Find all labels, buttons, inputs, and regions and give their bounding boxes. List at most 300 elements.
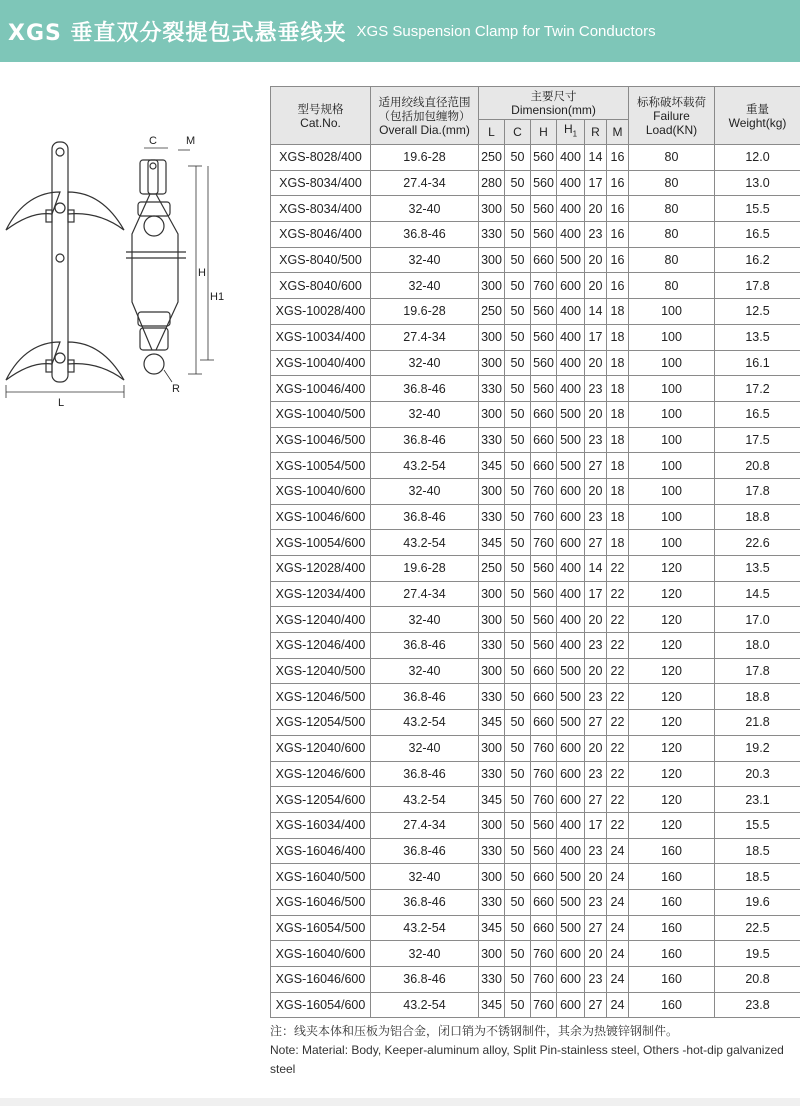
cell-dim-m: 18	[607, 530, 629, 556]
bottom-rule	[0, 1098, 800, 1106]
cell-failure-load: 120	[629, 581, 715, 607]
cell-cat-no: XGS-8034/400	[271, 170, 371, 196]
cell-overall-dia: 32-40	[371, 607, 479, 633]
cell-overall-dia: 43.2-54	[371, 453, 479, 479]
cell-dim-h: 560	[531, 145, 557, 171]
cell-dim-h: 660	[531, 864, 557, 890]
cell-dim-r: 23	[585, 222, 607, 248]
cell-weight: 20.3	[715, 761, 800, 787]
cell-overall-dia: 43.2-54	[371, 710, 479, 736]
cell-dim-l: 300	[479, 812, 505, 838]
cell-dim-h1: 600	[557, 478, 585, 504]
header-load: 标称破坏载荷 Failure Load(KN)	[629, 87, 715, 145]
table-row	[271, 556, 800, 582]
cell-weight: 17.8	[715, 658, 800, 684]
cell-dim-h1: 500	[557, 453, 585, 479]
cell-dim-c: 50	[505, 967, 531, 993]
cell-weight: 15.5	[715, 196, 800, 222]
cell-dim-m: 16	[607, 222, 629, 248]
cell-dim-l: 300	[479, 607, 505, 633]
table-row	[271, 992, 800, 1018]
cell-dim-c: 50	[505, 324, 531, 350]
cell-dim-l: 330	[479, 684, 505, 710]
cell-dim-h1: 600	[557, 941, 585, 967]
cell-cat-no: XGS-8034/400	[271, 196, 371, 222]
cell-dim-l: 250	[479, 556, 505, 582]
cell-cat-no: XGS-10054/500	[271, 453, 371, 479]
cell-dim-l: 345	[479, 915, 505, 941]
cell-weight: 17.5	[715, 427, 800, 453]
cell-dim-h1: 600	[557, 504, 585, 530]
cell-dim-m: 22	[607, 761, 629, 787]
cell-failure-load: 120	[629, 684, 715, 710]
cell-failure-load: 100	[629, 350, 715, 376]
cell-dim-m: 18	[607, 350, 629, 376]
cell-dim-m: 18	[607, 427, 629, 453]
cell-dim-l: 300	[479, 941, 505, 967]
cell-overall-dia: 43.2-54	[371, 787, 479, 813]
cell-failure-load: 120	[629, 710, 715, 736]
cell-cat-no: XGS-8040/600	[271, 273, 371, 299]
cell-overall-dia: 36.8-46	[371, 761, 479, 787]
cell-cat-no: XGS-8028/400	[271, 145, 371, 171]
cell-dim-c: 50	[505, 735, 531, 761]
cell-dim-h1: 500	[557, 915, 585, 941]
cell-dim-h1: 500	[557, 889, 585, 915]
cell-cat-no: XGS-12040/400	[271, 607, 371, 633]
cell-dim-c: 50	[505, 504, 531, 530]
cell-dim-h: 760	[531, 530, 557, 556]
dim-label-m: M	[186, 135, 196, 147]
cell-dim-h: 760	[531, 787, 557, 813]
cell-dim-r: 23	[585, 761, 607, 787]
cell-overall-dia: 36.8-46	[371, 889, 479, 915]
cell-dim-r: 27	[585, 915, 607, 941]
cell-dim-c: 50	[505, 581, 531, 607]
table-row	[271, 658, 800, 684]
cell-dim-h1: 400	[557, 581, 585, 607]
cell-cat-no: XGS-16040/600	[271, 941, 371, 967]
cell-dim-l: 345	[479, 710, 505, 736]
cell-dim-l: 330	[479, 761, 505, 787]
cell-overall-dia: 32-40	[371, 247, 479, 273]
cell-overall-dia: 32-40	[371, 273, 479, 299]
cell-dim-l: 345	[479, 453, 505, 479]
cell-overall-dia: 32-40	[371, 735, 479, 761]
cell-dim-h: 760	[531, 273, 557, 299]
cell-dim-c: 50	[505, 915, 531, 941]
cell-weight: 20.8	[715, 453, 800, 479]
cell-dim-c: 50	[505, 222, 531, 248]
cell-dim-m: 18	[607, 504, 629, 530]
cell-dim-m: 24	[607, 915, 629, 941]
cell-dim-c: 50	[505, 838, 531, 864]
cell-dim-l: 345	[479, 530, 505, 556]
cell-dim-h: 760	[531, 967, 557, 993]
cell-failure-load: 160	[629, 889, 715, 915]
cell-dim-h1: 500	[557, 247, 585, 273]
cell-dim-h1: 400	[557, 607, 585, 633]
header-sub-c: C	[505, 120, 531, 145]
cell-dim-l: 330	[479, 504, 505, 530]
cell-dim-l: 300	[479, 401, 505, 427]
side-view	[6, 142, 124, 398]
table-row	[271, 530, 800, 556]
cell-dim-c: 50	[505, 607, 531, 633]
cell-dim-l: 300	[479, 478, 505, 504]
cell-cat-no: XGS-10046/400	[271, 376, 371, 402]
cell-dim-h: 760	[531, 992, 557, 1018]
cell-dim-m: 24	[607, 941, 629, 967]
cell-failure-load: 80	[629, 273, 715, 299]
cell-cat-no: XGS-16046/400	[271, 838, 371, 864]
cell-weight: 16.5	[715, 401, 800, 427]
cell-dim-m: 24	[607, 992, 629, 1018]
cell-cat-no: XGS-12054/600	[271, 787, 371, 813]
cell-failure-load: 80	[629, 170, 715, 196]
cell-dim-r: 20	[585, 658, 607, 684]
cell-cat-no: XGS-12034/400	[271, 581, 371, 607]
front-view	[126, 148, 214, 382]
table-row	[271, 427, 800, 453]
cell-failure-load: 160	[629, 992, 715, 1018]
cell-dim-c: 50	[505, 684, 531, 710]
cell-weight: 13.0	[715, 170, 800, 196]
cell-dim-h: 660	[531, 453, 557, 479]
cell-overall-dia: 32-40	[371, 864, 479, 890]
cell-dim-c: 50	[505, 196, 531, 222]
cell-cat-no: XGS-10034/400	[271, 324, 371, 350]
cell-weight: 18.8	[715, 504, 800, 530]
cell-failure-load: 80	[629, 196, 715, 222]
cell-dim-r: 20	[585, 401, 607, 427]
table-row	[271, 247, 800, 273]
header-sub-h: H	[531, 120, 557, 145]
table-row	[271, 222, 800, 248]
cell-dim-h: 760	[531, 761, 557, 787]
cell-dim-h1: 400	[557, 170, 585, 196]
spec-table	[270, 86, 800, 1018]
cell-cat-no: XGS-12040/600	[271, 735, 371, 761]
cell-failure-load: 100	[629, 324, 715, 350]
cell-dim-h: 660	[531, 684, 557, 710]
cell-dim-m: 24	[607, 967, 629, 993]
cell-dim-h: 660	[531, 401, 557, 427]
cell-dim-c: 50	[505, 812, 531, 838]
cell-overall-dia: 32-40	[371, 350, 479, 376]
cell-overall-dia: 27.4-34	[371, 581, 479, 607]
cell-dim-h1: 400	[557, 350, 585, 376]
cell-weight: 17.8	[715, 478, 800, 504]
title-banner	[0, 0, 800, 62]
cell-failure-load: 100	[629, 299, 715, 325]
cell-dim-r: 23	[585, 633, 607, 659]
cell-dim-m: 18	[607, 376, 629, 402]
cell-dim-r: 27	[585, 992, 607, 1018]
cell-cat-no: XGS-12046/500	[271, 684, 371, 710]
cell-cat-no: XGS-8040/500	[271, 247, 371, 273]
cell-dim-h: 560	[531, 556, 557, 582]
cell-overall-dia: 36.8-46	[371, 684, 479, 710]
cell-overall-dia: 36.8-46	[371, 504, 479, 530]
cell-cat-no: XGS-12046/600	[271, 761, 371, 787]
table-row	[271, 607, 800, 633]
cell-dim-c: 50	[505, 299, 531, 325]
cell-dim-h: 560	[531, 607, 557, 633]
cell-dim-h: 660	[531, 658, 557, 684]
cell-dim-m: 22	[607, 684, 629, 710]
cell-dim-h1: 500	[557, 401, 585, 427]
cell-dim-h: 760	[531, 504, 557, 530]
cell-dim-c: 50	[505, 658, 531, 684]
cell-dim-c: 50	[505, 787, 531, 813]
cell-weight: 13.5	[715, 324, 800, 350]
cell-dim-m: 24	[607, 864, 629, 890]
dim-label-h: H	[198, 267, 206, 279]
cell-dim-h: 560	[531, 350, 557, 376]
notes	[270, 1022, 798, 1079]
cell-failure-load: 100	[629, 530, 715, 556]
table-row	[271, 735, 800, 761]
cell-dim-l: 330	[479, 633, 505, 659]
header-weight: 重量 Weight(kg)	[715, 87, 800, 145]
cell-weight: 16.1	[715, 350, 800, 376]
cell-failure-load: 120	[629, 607, 715, 633]
cell-overall-dia: 27.4-34	[371, 812, 479, 838]
cell-dim-h: 560	[531, 170, 557, 196]
cell-dim-c: 50	[505, 633, 531, 659]
header-dimension: 主要尺寸 Dimension(mm)	[479, 87, 629, 120]
table-row	[271, 170, 800, 196]
cell-dim-h: 560	[531, 196, 557, 222]
cell-dim-l: 330	[479, 427, 505, 453]
cell-dim-h1: 600	[557, 530, 585, 556]
cell-failure-load: 100	[629, 453, 715, 479]
cell-dim-l: 300	[479, 324, 505, 350]
cell-dim-r: 27	[585, 787, 607, 813]
table-row	[271, 145, 800, 171]
cell-dim-m: 22	[607, 556, 629, 582]
cell-dim-r: 17	[585, 812, 607, 838]
cell-dim-l: 280	[479, 170, 505, 196]
cell-dim-r: 23	[585, 504, 607, 530]
cell-dim-h: 660	[531, 427, 557, 453]
cell-dim-r: 20	[585, 273, 607, 299]
table-row	[271, 787, 800, 813]
cell-weight: 18.0	[715, 633, 800, 659]
table-row	[271, 812, 800, 838]
cell-dim-m: 16	[607, 273, 629, 299]
cell-overall-dia: 19.6-28	[371, 556, 479, 582]
cell-dim-m: 24	[607, 838, 629, 864]
cell-cat-no: XGS-12040/500	[271, 658, 371, 684]
cell-cat-no: XGS-10054/600	[271, 530, 371, 556]
cell-weight: 12.0	[715, 145, 800, 171]
table-row	[271, 889, 800, 915]
cell-dim-l: 300	[479, 196, 505, 222]
cell-failure-load: 100	[629, 504, 715, 530]
table-row	[271, 838, 800, 864]
cell-dim-l: 345	[479, 992, 505, 1018]
cell-dim-r: 23	[585, 838, 607, 864]
table-row	[271, 324, 800, 350]
table-row	[271, 376, 800, 402]
cell-dim-l: 300	[479, 658, 505, 684]
cell-failure-load: 160	[629, 838, 715, 864]
cell-cat-no: XGS-10028/400	[271, 299, 371, 325]
cell-weight: 18.8	[715, 684, 800, 710]
cell-dim-c: 50	[505, 350, 531, 376]
cell-dim-c: 50	[505, 710, 531, 736]
cell-dim-h1: 400	[557, 838, 585, 864]
cell-dim-m: 22	[607, 633, 629, 659]
cell-failure-load: 80	[629, 145, 715, 171]
cell-failure-load: 100	[629, 401, 715, 427]
cell-dim-m: 16	[607, 247, 629, 273]
cell-dim-l: 300	[479, 247, 505, 273]
cell-weight: 23.1	[715, 787, 800, 813]
cell-overall-dia: 32-40	[371, 196, 479, 222]
table-row	[271, 581, 800, 607]
cell-dim-m: 22	[607, 607, 629, 633]
cell-dim-h: 660	[531, 915, 557, 941]
cell-dim-h1: 400	[557, 324, 585, 350]
cell-failure-load: 160	[629, 967, 715, 993]
cell-dim-h1: 400	[557, 556, 585, 582]
cell-dim-c: 50	[505, 170, 531, 196]
table-row	[271, 941, 800, 967]
header-sub-h1: $H_1$	[557, 120, 585, 145]
cell-overall-dia: 32-40	[371, 658, 479, 684]
cell-dim-c: 50	[505, 401, 531, 427]
cell-dim-h1: 500	[557, 710, 585, 736]
cell-overall-dia: 36.8-46	[371, 222, 479, 248]
cell-dim-h: 760	[531, 941, 557, 967]
cell-dim-l: 330	[479, 222, 505, 248]
cell-dim-m: 16	[607, 170, 629, 196]
table-row	[271, 350, 800, 376]
clamp-drawing	[0, 130, 262, 420]
cell-dim-h1: 400	[557, 376, 585, 402]
cell-overall-dia: 43.2-54	[371, 992, 479, 1018]
cell-failure-load: 120	[629, 633, 715, 659]
cell-dim-h1: 400	[557, 633, 585, 659]
cell-dim-h: 560	[531, 376, 557, 402]
cell-failure-load: 120	[629, 735, 715, 761]
cell-dim-r: 20	[585, 478, 607, 504]
cell-dim-h1: 400	[557, 299, 585, 325]
cell-weight: 14.5	[715, 581, 800, 607]
cell-dim-h1: 600	[557, 735, 585, 761]
title-english: XGS Suspension Clamp for Twin Conductors	[356, 22, 656, 40]
cell-weight: 15.5	[715, 812, 800, 838]
cell-dim-c: 50	[505, 145, 531, 171]
cell-dim-h: 660	[531, 247, 557, 273]
cell-cat-no: XGS-10046/500	[271, 427, 371, 453]
cell-failure-load: 160	[629, 864, 715, 890]
cell-weight: 19.6	[715, 889, 800, 915]
cell-dim-r: 20	[585, 941, 607, 967]
cell-overall-dia: 32-40	[371, 478, 479, 504]
cell-overall-dia: 32-40	[371, 941, 479, 967]
cell-overall-dia: 32-40	[371, 401, 479, 427]
cell-dim-r: 20	[585, 864, 607, 890]
cell-dim-h: 760	[531, 735, 557, 761]
cell-dim-r: 20	[585, 350, 607, 376]
cell-dim-c: 50	[505, 556, 531, 582]
cell-weight: 17.2	[715, 376, 800, 402]
table-row	[271, 864, 800, 890]
cell-dim-l: 330	[479, 376, 505, 402]
cell-dim-m: 16	[607, 145, 629, 171]
cell-dim-h1: 400	[557, 222, 585, 248]
header-sub-l: L	[479, 120, 505, 145]
cell-weight: 22.5	[715, 915, 800, 941]
cell-failure-load: 100	[629, 478, 715, 504]
cell-failure-load: 120	[629, 658, 715, 684]
cell-dim-m: 18	[607, 453, 629, 479]
cell-weight: 12.5	[715, 299, 800, 325]
cell-failure-load: 160	[629, 915, 715, 941]
cell-dim-r: 20	[585, 247, 607, 273]
cell-dim-r: 23	[585, 889, 607, 915]
cell-dim-c: 50	[505, 376, 531, 402]
cell-dim-h1: 500	[557, 658, 585, 684]
cell-dim-h1: 600	[557, 761, 585, 787]
cell-weight: 17.8	[715, 273, 800, 299]
cell-overall-dia: 36.8-46	[371, 633, 479, 659]
cell-failure-load: 80	[629, 247, 715, 273]
cell-dim-r: 23	[585, 967, 607, 993]
cell-dim-c: 50	[505, 478, 531, 504]
cell-dim-c: 50	[505, 761, 531, 787]
cell-dim-l: 300	[479, 735, 505, 761]
cell-cat-no: XGS-16054/600	[271, 992, 371, 1018]
cell-dim-h1: 600	[557, 992, 585, 1018]
cell-dim-m: 24	[607, 889, 629, 915]
cell-dim-m: 18	[607, 324, 629, 350]
note-english: Note: Material: Body, Keeper-aluminum alloy, Split Pin-stainless steel, Others -hot-dip galvanized steel	[270, 1043, 784, 1076]
cell-weight: 17.0	[715, 607, 800, 633]
cell-dim-l: 250	[479, 145, 505, 171]
cell-overall-dia: 27.4-34	[371, 324, 479, 350]
cell-dim-m: 22	[607, 735, 629, 761]
table-row	[271, 504, 800, 530]
cell-dim-h1: 500	[557, 684, 585, 710]
cell-cat-no: XGS-12028/400	[271, 556, 371, 582]
cell-cat-no: XGS-10040/600	[271, 478, 371, 504]
cell-dim-h1: 600	[557, 787, 585, 813]
cell-dim-c: 50	[505, 530, 531, 556]
cell-overall-dia: 43.2-54	[371, 530, 479, 556]
cell-dim-r: 20	[585, 735, 607, 761]
cell-cat-no: XGS-10040/400	[271, 350, 371, 376]
cell-dim-h1: 500	[557, 427, 585, 453]
dim-label-c: C	[149, 135, 157, 147]
cell-dim-r: 27	[585, 530, 607, 556]
cell-overall-dia: 36.8-46	[371, 967, 479, 993]
table-row	[271, 915, 800, 941]
cell-cat-no: XGS-12046/400	[271, 633, 371, 659]
header-dia: 适用绞线直径范围 （包括加包缠物） Overall Dia.(mm)	[371, 87, 479, 145]
cell-failure-load: 120	[629, 812, 715, 838]
cell-dim-h1: 400	[557, 145, 585, 171]
cell-weight: 13.5	[715, 556, 800, 582]
table-row	[271, 299, 800, 325]
table-row	[271, 710, 800, 736]
cell-dim-l: 300	[479, 581, 505, 607]
cell-dim-h1: 400	[557, 812, 585, 838]
